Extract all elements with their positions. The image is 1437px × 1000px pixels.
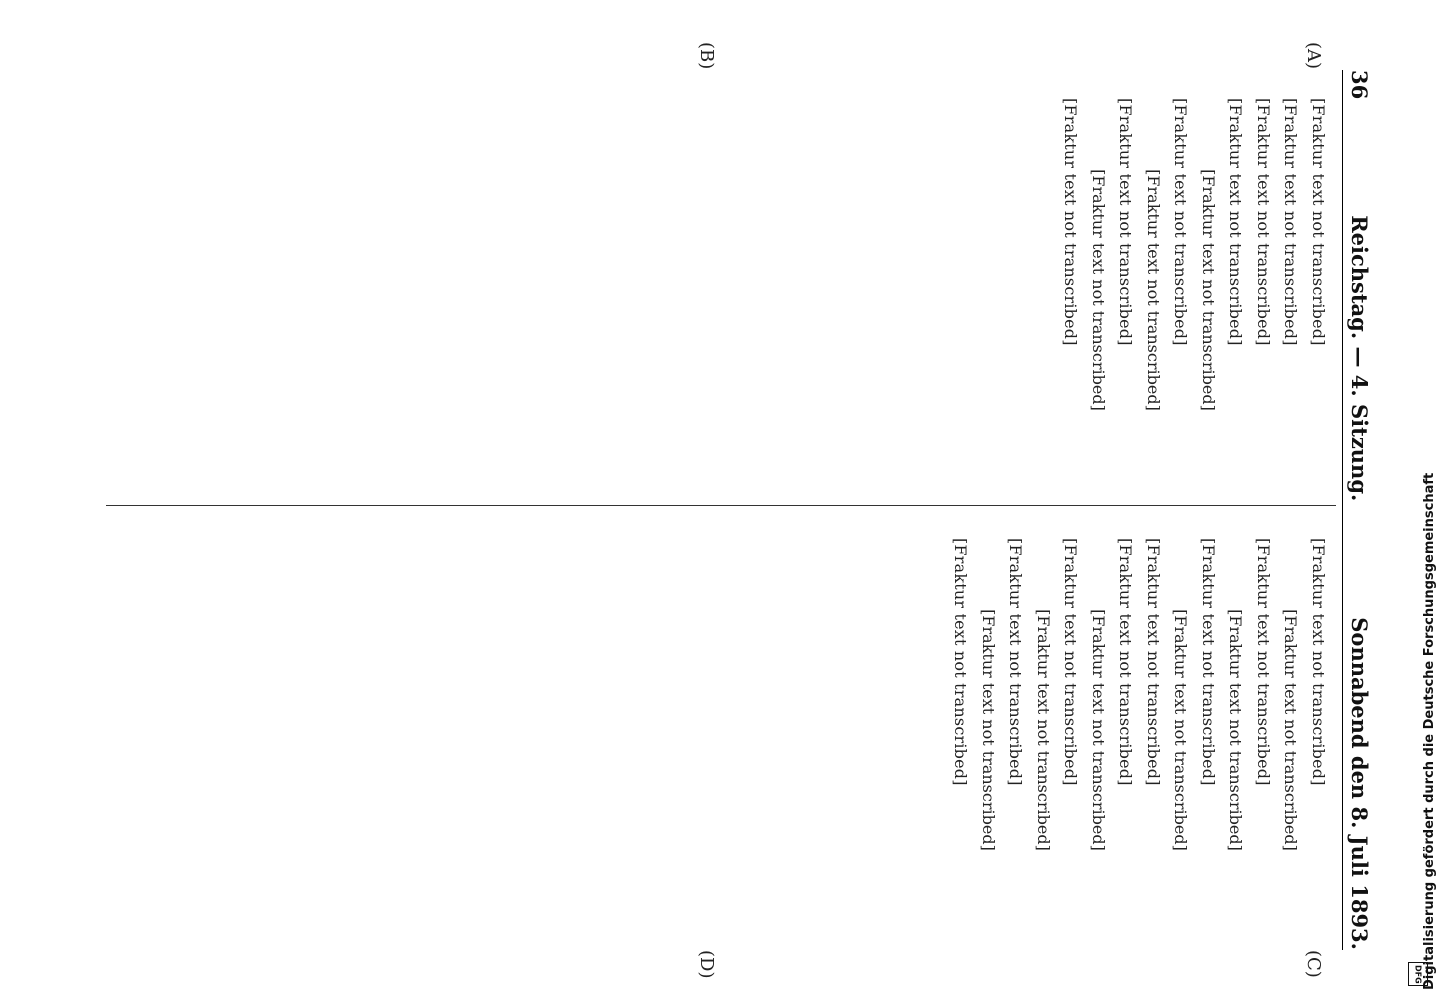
body-paragraph: [Fraktur text not transcribed] [1144, 538, 1163, 786]
body-paragraph: [Fraktur text not transcribed] [1116, 98, 1136, 346]
interjection-line: [Fraktur text not transcribed] [1171, 609, 1191, 851]
interjection-line: [Fraktur text not transcribed] [1089, 609, 1108, 851]
digitization-credit: Digitalisierung gefördert durch die Deutsche Forschungsgemeinschaft [1422, 472, 1437, 990]
interjection-line: [Fraktur text not transcribed] [979, 609, 998, 851]
page-inner [52, 0, 1432, 1000]
column-divider [106, 505, 1336, 506]
body-paragraph: [Fraktur text not transcribed] [1061, 98, 1081, 346]
dfg-logo [1408, 962, 1428, 986]
body-paragraph: [Fraktur text not transcribed] [1254, 98, 1273, 346]
margin-marker-b: (B) [696, 42, 717, 70]
body-paragraph: [Fraktur text not transcribed] [1061, 538, 1081, 786]
body-paragraph: [Fraktur text not transcribed] [1281, 98, 1301, 346]
margin-marker-a: (A) [1303, 42, 1324, 70]
page-header [1342, 70, 1382, 950]
left-text-column [112, 80, 1332, 500]
interjection-line: [Fraktur text not transcribed] [1281, 609, 1301, 851]
body-paragraph: [Fraktur text not transcribed] [1171, 98, 1191, 346]
page-number: 36 [1347, 70, 1372, 100]
page-title: Reichstag. — 4. Sitzung. [1347, 215, 1372, 502]
interjection-line: [Fraktur text not transcribed] [1144, 169, 1163, 411]
body-paragraph: [Fraktur text not transcribed] [951, 538, 971, 786]
body-paragraph: [Fraktur text not transcribed] [1226, 98, 1246, 346]
body-paragraph: [Fraktur text not transcribed] [1309, 98, 1328, 346]
digitization-footer [1400, 0, 1437, 1000]
body-paragraph: [Fraktur text not transcribed] [1006, 538, 1026, 786]
body-paragraph: [Fraktur text not transcribed] [1309, 538, 1328, 786]
body-paragraph: [Fraktur text not transcribed] [1116, 538, 1136, 786]
page-date: Sonnabend den 8. Juli 1893. [1347, 617, 1372, 950]
interjection-line: [Fraktur text not transcribed] [1089, 169, 1108, 411]
body-paragraph: [Fraktur text not transcribed] [1199, 538, 1218, 786]
right-text-column [112, 520, 1332, 940]
rotated-page-content [52, 0, 1432, 1000]
interjection-line: [Fraktur text not transcribed] [1034, 609, 1053, 851]
interjection-line: [Fraktur text not transcribed] [1199, 169, 1218, 411]
dfg-logo-text: DFG [1413, 964, 1423, 984]
margin-marker-c: (C) [1303, 950, 1324, 978]
body-paragraph: [Fraktur text not transcribed] [1254, 538, 1273, 786]
margin-marker-d: (D) [696, 950, 717, 979]
interjection-line: [Fraktur text not transcribed] [1226, 609, 1246, 851]
